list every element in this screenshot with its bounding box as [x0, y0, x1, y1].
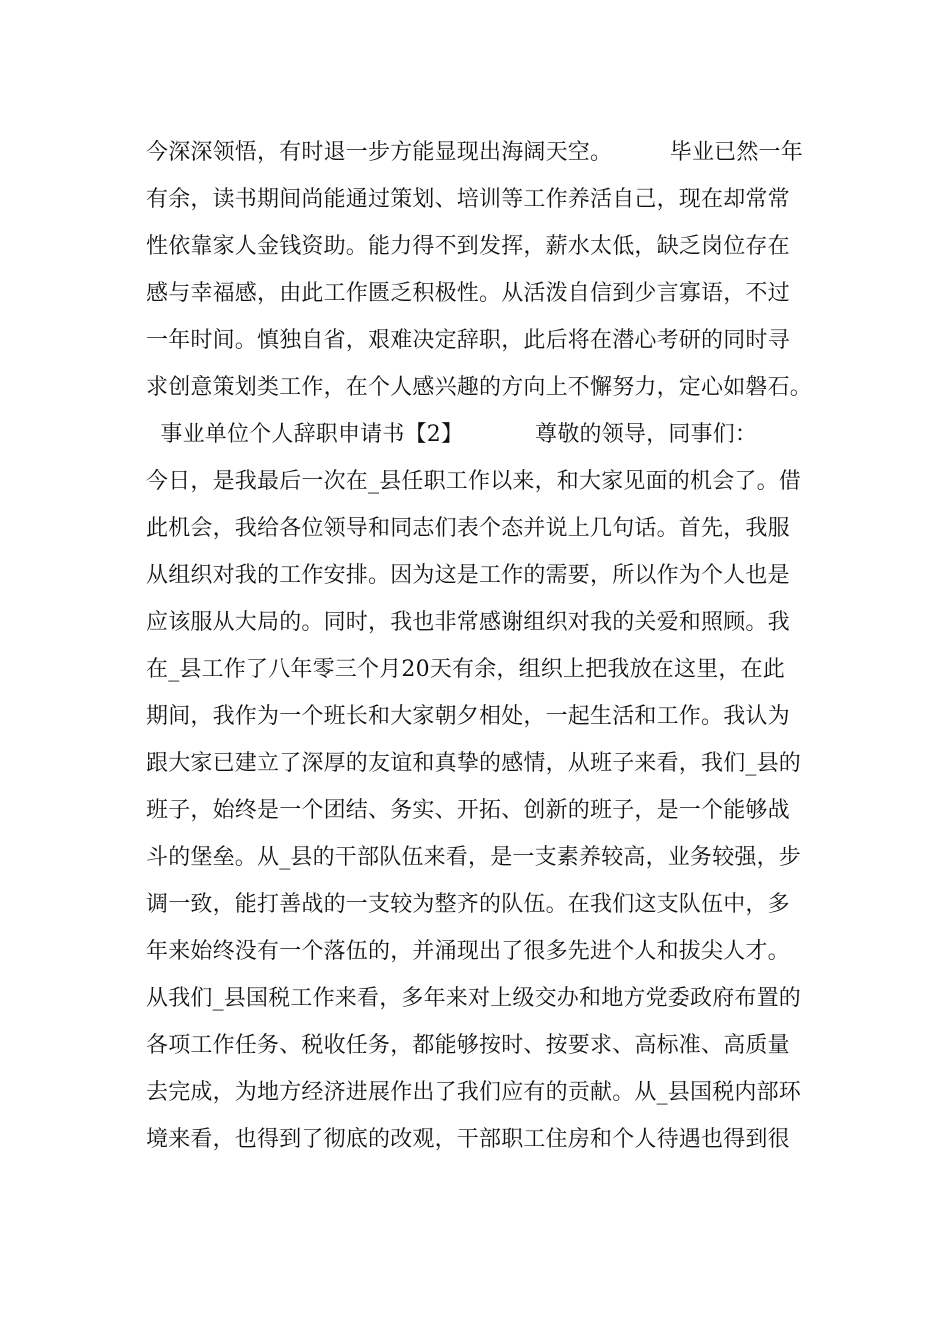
text-line: 感与幸福感，由此工作匮乏积极性。从活泼自信到少言寡语，不过	[146, 281, 790, 306]
text-line: 年来始终没有一个落伍的，并涌现出了很多先进个人和拔尖人才。	[146, 939, 790, 964]
text-line: 期间，我作为一个班长和大家朝夕相处，一起生活和工作。我认为	[146, 704, 790, 729]
text-line: 今深深领悟，有时退一步方能显现出海阔天空。 毕业已然一年	[146, 140, 803, 165]
text-line: 今日，是我最后一次在_县任职工作以来，和大家见面的机会了。借	[146, 469, 802, 494]
text-line: 班子，始终是一个团结、务实、开拓、创新的班子，是一个能够战	[146, 798, 790, 823]
text-line: 各项工作任务、税收任务，都能够按时、按要求、高标准、高质量	[146, 1033, 790, 1058]
text-line: 境来看，也得到了彻底的改观，干部职工住房和个人待遇也得到很	[146, 1127, 790, 1152]
text-line: 从组织对我的工作安排。因为这是工作的需要，所以作为个人也是	[146, 563, 790, 588]
text-line: 应该服从大局的。同时，我也非常感谢组织对我的关爱和照顾。我	[146, 610, 790, 635]
text-line: 去完成，为地方经济进展作出了我们应有的贡献。从_县国税内部环	[146, 1080, 802, 1105]
text-line: 从我们_县国税工作来看，多年来对上级交办和地方党委政府布置的	[146, 986, 802, 1011]
section-heading-line: 事业单位个人辞职申请书【2】 尊敬的领导，同事们：	[146, 422, 758, 447]
text-line: 斗的堡垒。从_县的干部队伍来看，是一支素养较高，业务较强，步	[146, 845, 802, 870]
text-line: 调一致，能打善战的一支较为整齐的队伍。在我们这支队伍中，多	[146, 892, 790, 917]
text-line: 一年时间。慎独自省，艰难决定辞职，此后将在潜心考研的同时寻	[146, 328, 790, 353]
text-line: 此机会，我给各位领导和同志们表个态并说上几句话。首先，我服	[146, 516, 790, 541]
text-line: 跟大家已建立了深厚的友谊和真挚的感情，从班子来看，我们_县的	[146, 751, 802, 776]
text-line: 在_县工作了八年零三个月20天有余，组织上把我放在这里，在此	[146, 657, 785, 682]
text-line: 性依靠家人金钱资助。能力得不到发挥，薪水太低，缺乏岗位存在	[146, 234, 790, 259]
text-line: 有余，读书期间尚能通过策划、培训等工作养活自己，现在却常常	[146, 187, 790, 212]
body-text	[146, 133, 826, 1167]
text-line: 求创意策划类工作，在个人感兴趣的方向上不懈努力，定心如磐石。	[146, 375, 813, 400]
